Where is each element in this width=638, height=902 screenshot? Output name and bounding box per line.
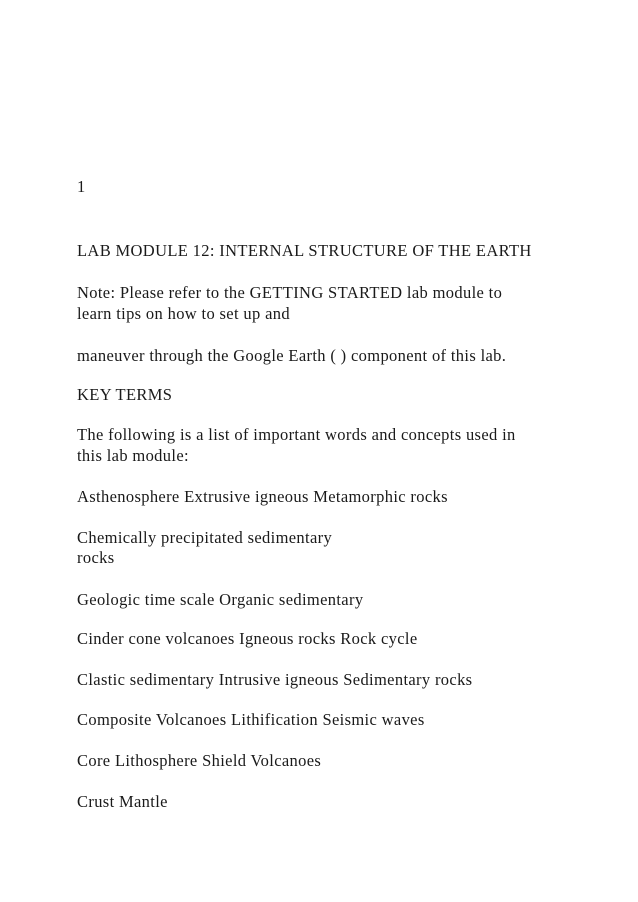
key-terms-row: Cinder cone volcanoes Igneous rocks Rock cycle: [77, 629, 418, 648]
page-title: LAB MODULE 12: INTERNAL STRUCTURE OF THE EARTH: [77, 241, 532, 260]
key-terms-heading: KEY TERMS: [77, 385, 173, 404]
key-terms-intro-line-2: this lab module:: [77, 446, 189, 465]
note-line-2: learn tips on how to set up and: [77, 304, 290, 323]
key-terms-row: Clastic sedimentary Intrusive igneous Sedimentary rocks: [77, 670, 473, 689]
key-terms-intro-line-1: The following is a list of important words and concepts used in: [77, 425, 516, 444]
key-terms-row: rocks: [77, 548, 115, 567]
key-terms-row: Core Lithosphere Shield Volcanoes: [77, 751, 322, 770]
key-terms-row: Crust Mantle: [77, 792, 168, 811]
key-terms-row: Composite Volcanoes Lithification Seismic waves: [77, 710, 425, 729]
key-terms-row: Chemically precipitated sedimentary: [77, 528, 333, 547]
note-line-1: Note: Please refer to the GETTING STARTED lab module to: [77, 283, 503, 302]
key-terms-row: Geologic time scale Organic sedimentary: [77, 590, 364, 609]
page-number: 1: [77, 177, 86, 196]
note-line-3: maneuver through the Google Earth ( ) component of this lab.: [77, 346, 507, 365]
key-terms-row: Asthenosphere Extrusive igneous Metamorphic rocks: [77, 487, 448, 506]
